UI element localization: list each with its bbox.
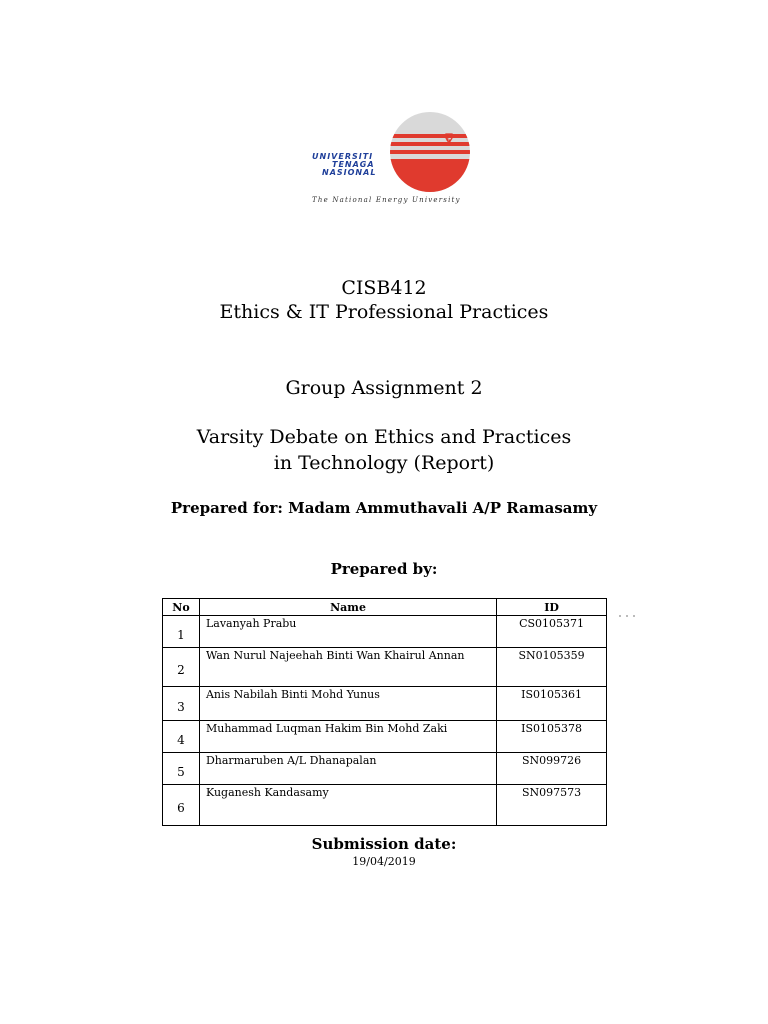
table-row [163, 687, 607, 721]
logo-tagline: The National Energy University [312, 196, 461, 204]
row-id: SN0105359 [497, 648, 607, 687]
row-name: Dharmaruben A/L Dhanapalan [199, 753, 496, 785]
prepared-for: Prepared for: Madam Ammuthavali A/P Ramasamy [170, 499, 598, 517]
row-name: Muhammad Luqman Hakim Bin Mohd Zaki [199, 721, 496, 753]
row-id: CS0105371 [497, 616, 607, 648]
row-id: IS0105361 [497, 687, 607, 721]
members-table [162, 598, 607, 826]
submission-date: 19/04/2019 [352, 855, 416, 868]
logo-line-2: TENAGA [332, 160, 375, 169]
logo-line-1: UNIVERSITI [312, 152, 374, 161]
table-row [163, 648, 607, 687]
row-no: 3 [163, 687, 200, 721]
scan-speck [619, 602, 641, 605]
table-row [163, 616, 607, 648]
row-name: Lavanyah Prabu [199, 616, 496, 648]
row-no: 5 [163, 753, 200, 785]
row-name: Anis Nabilah Binti Mohd Yunus [199, 687, 496, 721]
table-row [163, 721, 607, 753]
table-row [163, 753, 607, 785]
row-no: 2 [163, 648, 200, 687]
logo-line-3: NASIONAL [322, 168, 377, 177]
row-id: SN097573 [497, 785, 607, 826]
row-no: 6 [163, 785, 200, 826]
assignment-title: Group Assignment 2 [285, 377, 483, 399]
header-id: ID [497, 599, 607, 616]
row-name: Wan Nurul Najeehah Binti Wan Khairul Annan [199, 648, 496, 687]
header-name: Name [199, 599, 496, 616]
submission-label: Submission date: [311, 835, 457, 853]
course-name: Ethics & IT Professional Practices [219, 301, 549, 323]
table-header-row [163, 599, 607, 616]
row-id: IS0105378 [497, 721, 607, 753]
row-no: 4 [163, 721, 200, 753]
row-name: Kuganesh Kandasamy [199, 785, 496, 826]
report-title-line-1: Varsity Debate on Ethics and Practices [196, 426, 572, 448]
course-code: CISB412 [341, 277, 427, 299]
table-row [163, 785, 607, 826]
university-logo [310, 112, 475, 212]
row-no: 1 [163, 616, 200, 648]
header-no: No [163, 599, 200, 616]
prepared-by-label: Prepared by: [330, 560, 438, 578]
report-title-line-2: in Technology (Report) [273, 452, 495, 474]
row-id: SN099726 [497, 753, 607, 785]
